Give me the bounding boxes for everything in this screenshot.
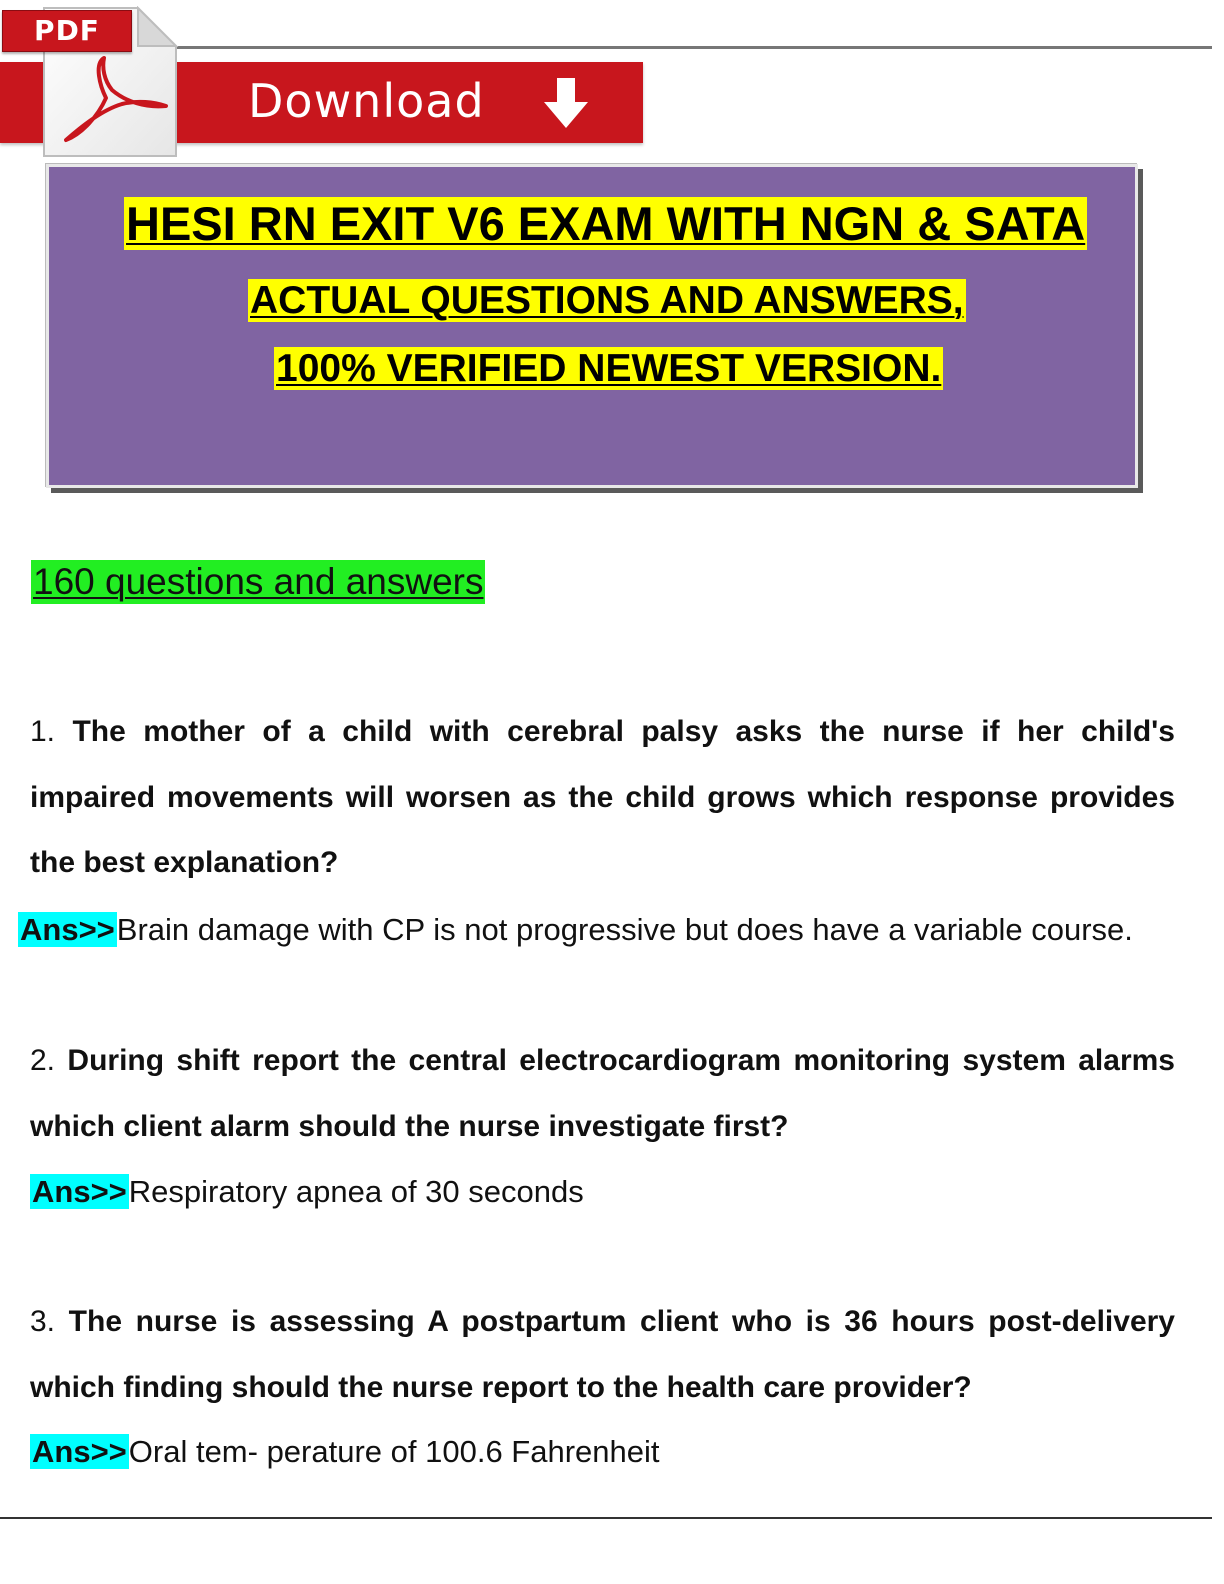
title-line-3 <box>274 346 943 392</box>
bottom-divider <box>0 1517 1212 1519</box>
pdf-tag[interactable]: PDF <box>2 10 132 52</box>
question-1 <box>30 699 1175 896</box>
question-count: 160 questions and answers <box>33 561 484 602</box>
question-text: The nurse is assessing A postpartum client who is 36 hours post-delivery which finding should the nurse report to the health care provider? <box>30 1305 1175 1404</box>
title-line-2 <box>248 278 966 324</box>
question-2 <box>30 1028 1175 1159</box>
title-line-3-text: 100% VERIFIED NEWEST VERSION. <box>276 347 942 390</box>
title-line-1-text: HESI RN EXIT V6 EXAM WITH NGN & SATA <box>126 197 1086 250</box>
question-text: During shift report the central electrocardiogram monitoring system alarms which client alarm should the nurse investigate first? <box>30 1044 1175 1143</box>
answer-text: Oral tem- perature of 100.6 Fahrenheit <box>128 1434 660 1469</box>
title-line-2-text: ACTUAL QUESTIONS AND ANSWERS, <box>250 279 964 322</box>
answer-2 <box>30 1169 584 1215</box>
answer-tag: Ans>> <box>32 1434 127 1469</box>
question-number: 1. <box>30 715 56 748</box>
download-label[interactable]: Download <box>248 74 485 128</box>
answer-text: Brain damage with CP is not progressive but does have a variable course. <box>116 912 1133 947</box>
answer-tag: Ans>> <box>32 1174 127 1209</box>
question-text: The mother of a child with cerebral palsy asks the nurse if her child's impaired movements will worsen as the child grows which response provides the best explanation? <box>30 715 1175 879</box>
answer-1 <box>18 907 1133 953</box>
answer-text: Respiratory apnea of 30 seconds <box>128 1174 584 1209</box>
title-line-1 <box>124 196 1087 252</box>
question-number: 2. <box>30 1044 56 1077</box>
answer-tag: Ans>> <box>20 912 115 947</box>
answer-3 <box>30 1429 660 1475</box>
question-3 <box>30 1289 1175 1420</box>
arrow-down-icon[interactable] <box>540 76 592 130</box>
question-number: 3. <box>30 1305 56 1338</box>
top-divider <box>160 46 1212 49</box>
